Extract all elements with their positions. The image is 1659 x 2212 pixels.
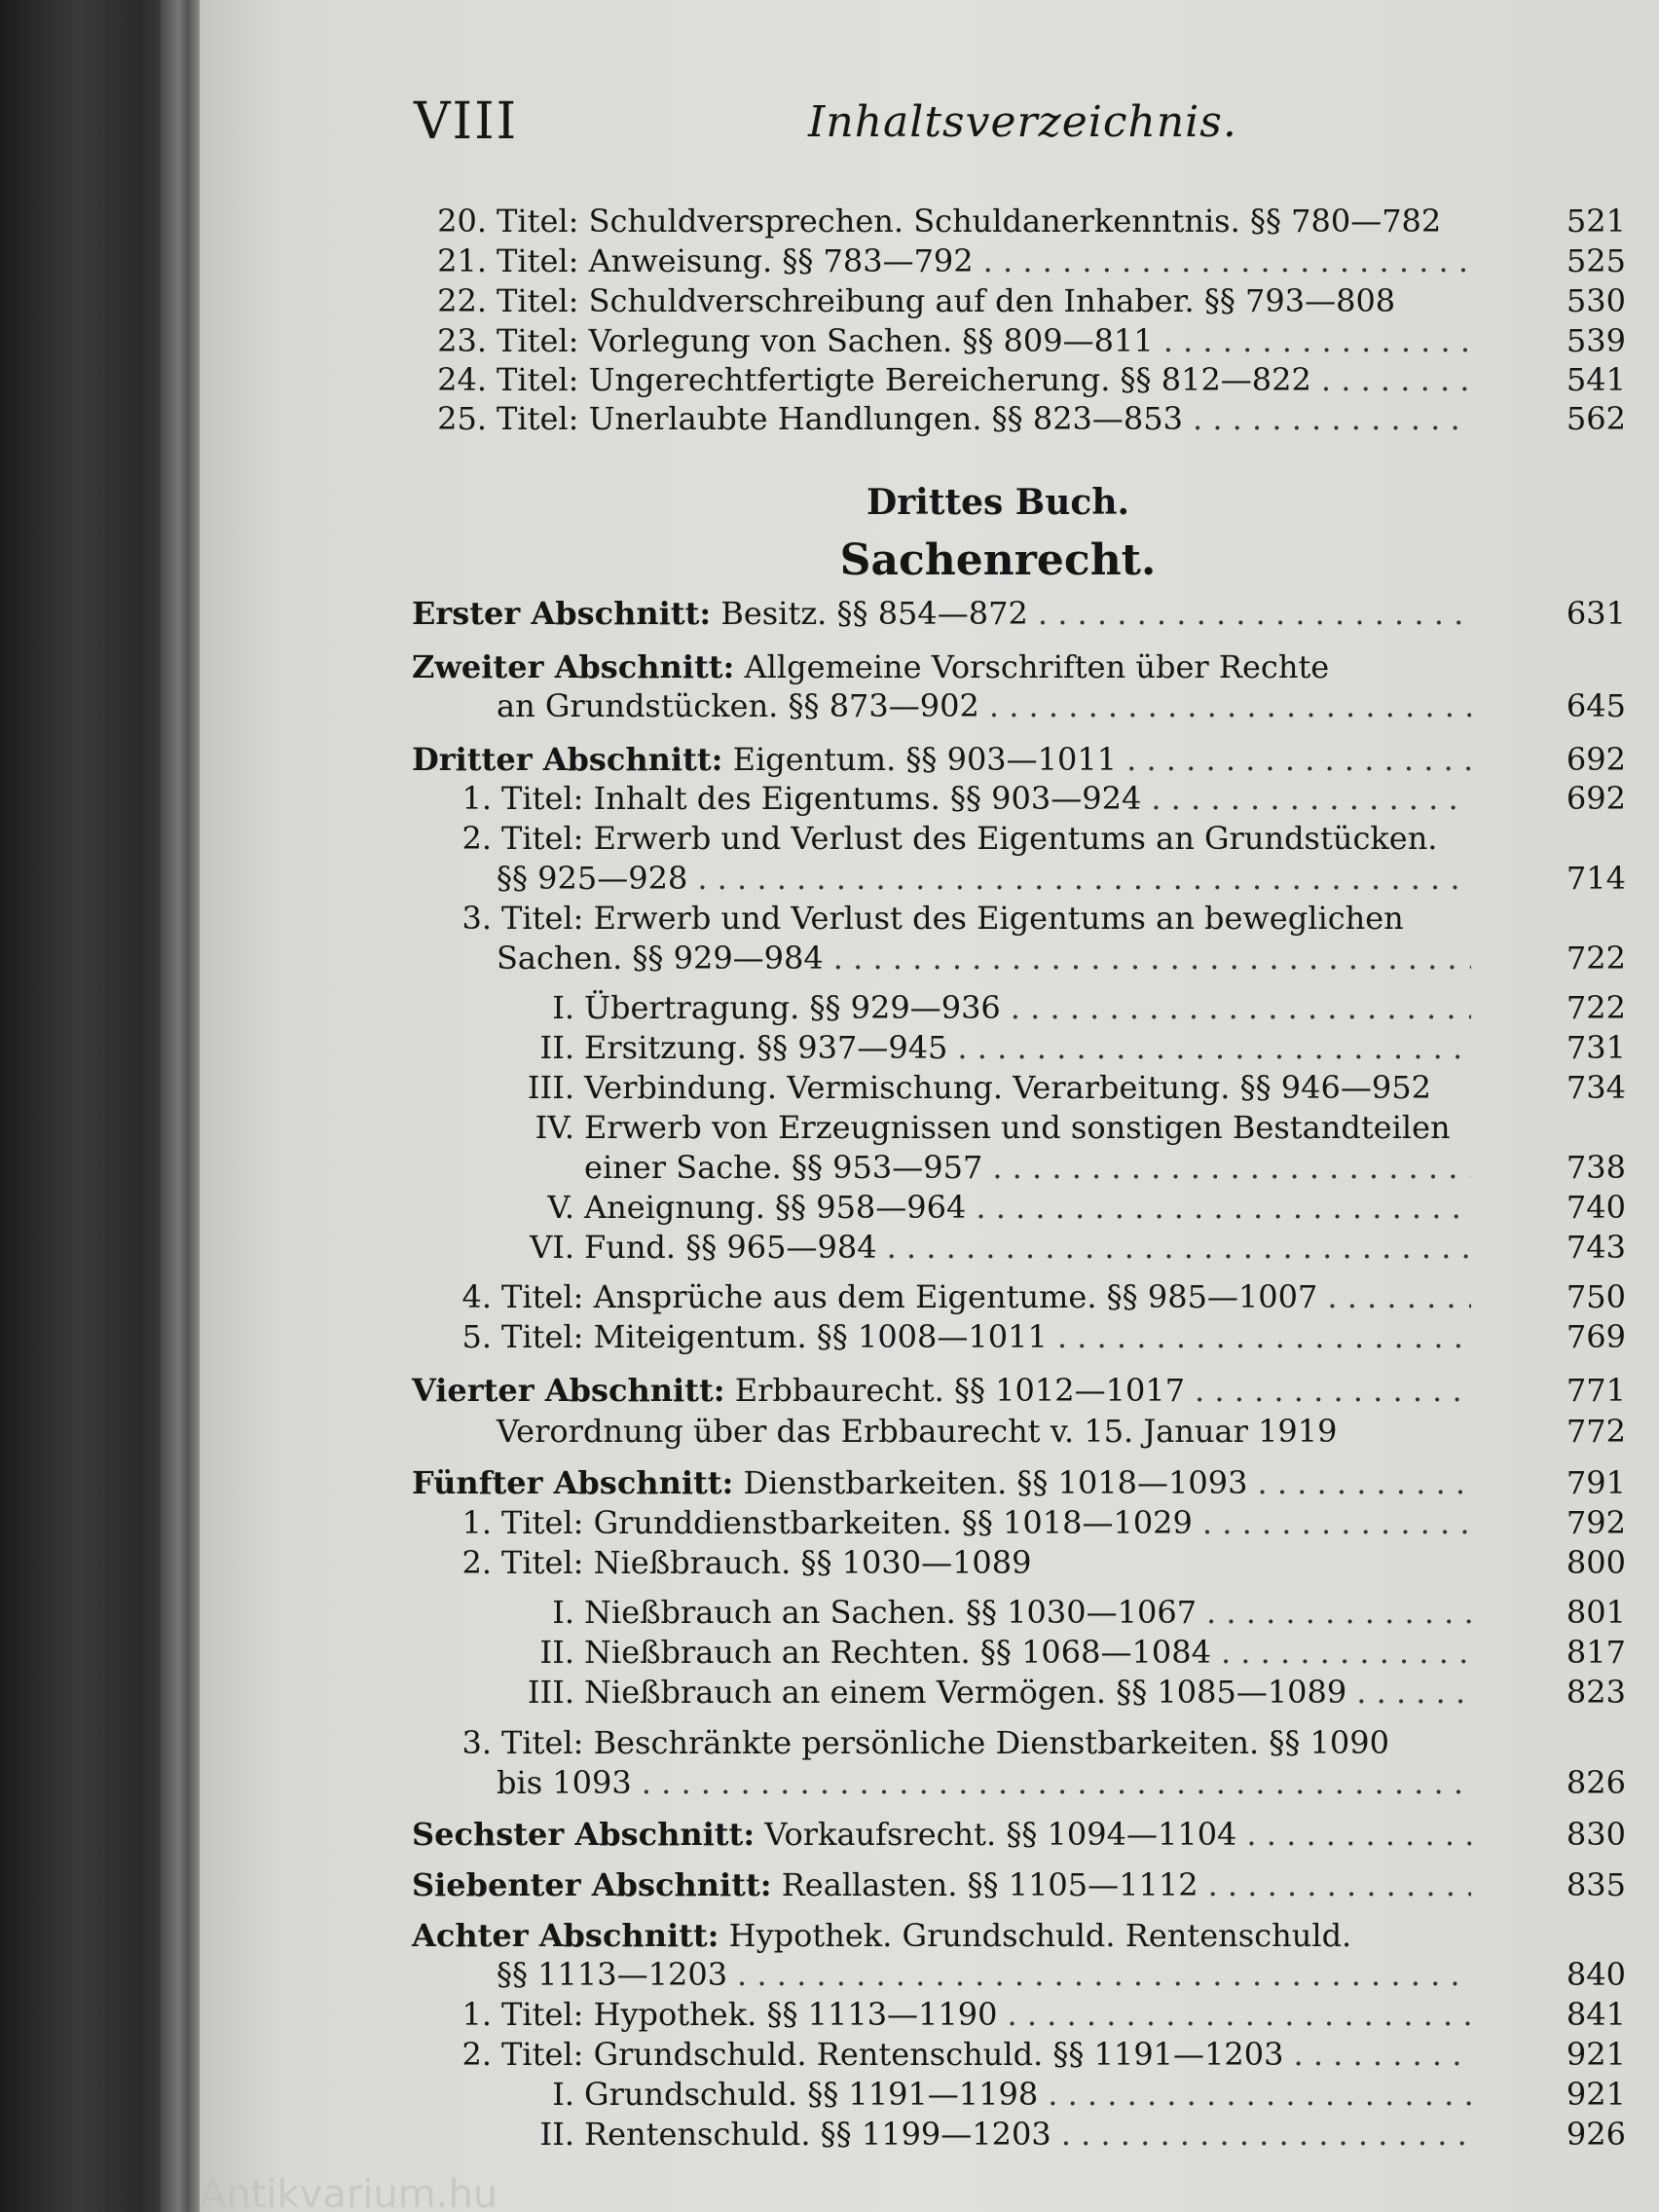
toc-entry: 1. Titel: Grunddienstbarkeiten. §§ 1018—1029 . . . 792 — [453, 1503, 1485, 1542]
toc-entry-continued: Sachen. §§ 929—984 . . . 722 — [497, 939, 1485, 977]
toc-entry: 1. Titel: Inhalt des Eigentums. §§ 903—924 . . . 692 — [453, 779, 1485, 818]
toc-subentry: II. Nießbrauch an Rechten. §§ 1068—1084 . . . 817 — [487, 1633, 1485, 1672]
toc-subentry: I. Nießbrauch an Sachen. §§ 1030—1067 . . . 801 — [487, 1593, 1485, 1632]
section-entry: Sechster Abschnitt: Vorkaufsrecht. §§ 1094—1104 . . . 830 — [412, 1815, 1485, 1854]
toc-entry: 3. Titel: Erwerb und Verlust des Eigentums an beweglichen — [461, 900, 1404, 937]
binding-edge — [161, 0, 200, 2212]
toc-entry: 4. Titel: Ansprüche aus dem Eigentume. §§ 985—1007 . . . 750 — [453, 1277, 1485, 1316]
toc-entry: 3. Titel: Beschränkte persönliche Dienstbarkeiten. §§ 1090 — [461, 1724, 1389, 1761]
toc-subentry: IV. Erwerb von Erzeugnissen und sonstigen Bestandteilen — [535, 1109, 1451, 1146]
toc-entry-continued: §§ 925—928 . . . 714 — [497, 859, 1485, 898]
toc-subentry: III. Verbindung. Vermischung. Verarbeitung. §§ 946—952 734 — [527, 1069, 1626, 1106]
toc-entry: 24. Titel: Ungerechtfertigte Bereicherung. §§ 812—822 . . . 541 — [428, 360, 1485, 399]
section-entry-continued: §§ 1113—1203 . . . 840 — [497, 1955, 1485, 1994]
toc-subentry: I. Grundschuld. §§ 1191—1198 . . . 921 — [487, 2075, 1485, 2114]
book-title: Sachenrecht. — [839, 535, 1157, 585]
toc-entry: 2. Titel: Erwerb und Verlust des Eigentums an Grundstücken. — [461, 820, 1438, 857]
toc-entry: 5. Titel: Miteigentum. §§ 1008—1011 . . . 769 — [453, 1317, 1485, 1356]
toc-entry: 23. Titel: Vorlegung von Sachen. §§ 809—811 . . . 539 — [428, 321, 1485, 360]
toc-subentry: V. Aneignung. §§ 958—964 . . . 740 — [487, 1188, 1485, 1227]
watermark: Antikvarium.hu — [200, 2177, 498, 2212]
book-label: Drittes Buch. — [866, 482, 1130, 523]
section-entry: Achter Abschnitt: Hypothek. Grundschuld. Rentenschuld. — [412, 1917, 1352, 1954]
toc-entry: 25. Titel: Unerlaubte Handlungen. §§ 823—853 . . . 562 — [428, 399, 1485, 438]
toc-entry-continued: bis 1093 . . . 826 — [497, 1763, 1485, 1802]
toc-entry: 21. Titel: Anweisung. §§ 783—792 . . . 525 — [428, 241, 1485, 280]
toc-subentry: VI. Fund. §§ 965—984 . . . 743 — [487, 1228, 1485, 1267]
toc-entry: 2. Titel: Grundschuld. Rentenschuld. §§ 1191—1203 . . . 921 — [453, 2035, 1485, 2074]
toc-subentry-continued: einer Sache. §§ 953—957 . . . 738 — [487, 1148, 1485, 1187]
toc-entry: 20. Titel: Schuldversprechen. Schuldanerkenntnis. §§ 780—782 521 — [437, 203, 1626, 240]
section-entry: Dritter Abschnitt: Eigentum. §§ 903—1011 . . . 692 — [412, 740, 1485, 779]
page-number: VIII — [414, 92, 519, 151]
section-entry: Siebenter Abschnitt: Reallasten. §§ 1105—1112 . . . 835 — [412, 1865, 1485, 1904]
toc-entry: 22. Titel: Schuldverschreibung auf den Inhaber. §§ 793—808 530 — [437, 282, 1626, 319]
section-entry-continued: an Grundstücken. §§ 873—902 . . . 645 — [497, 686, 1485, 725]
section-entry: Vierter Abschnitt: Erbbaurecht. §§ 1012—1017 . . . 771 — [412, 1371, 1485, 1410]
toc-entry: 2. Titel: Nießbrauch. §§ 1030—1089 800 — [461, 1544, 1626, 1581]
section-entry: Erster Abschnitt: Besitz. §§ 854—872 . . . 631 — [412, 594, 1485, 633]
toc-entry: 1. Titel: Hypothek. §§ 1113—1190 . . . 841 — [453, 1995, 1485, 2034]
section-entry: Fünfter Abschnitt: Dienstbarkeiten. §§ 1018—1093 . . . 791 — [412, 1463, 1485, 1502]
toc-subentry: III. Nießbrauch an einem Vermögen. §§ 1085—1089 . . . 823 — [487, 1673, 1485, 1712]
toc-subentry: II. Rentenschuld. §§ 1199—1203 . . . 926 — [487, 2115, 1485, 2154]
page-title: Inhaltsverzeichnis. — [808, 97, 1237, 147]
toc-subentry: I. Übertragung. §§ 929—936 . . . 722 — [487, 988, 1485, 1027]
toc-subentry: II. Ersitzung. §§ 937—945 . . . 731 — [487, 1028, 1485, 1067]
section-entry: Zweiter Abschnitt: Allgemeine Vorschriften über Rechte — [412, 648, 1330, 685]
toc-entry: Verordnung über das Erbbaurecht v. 15. Januar 1919 772 — [497, 1413, 1626, 1450]
